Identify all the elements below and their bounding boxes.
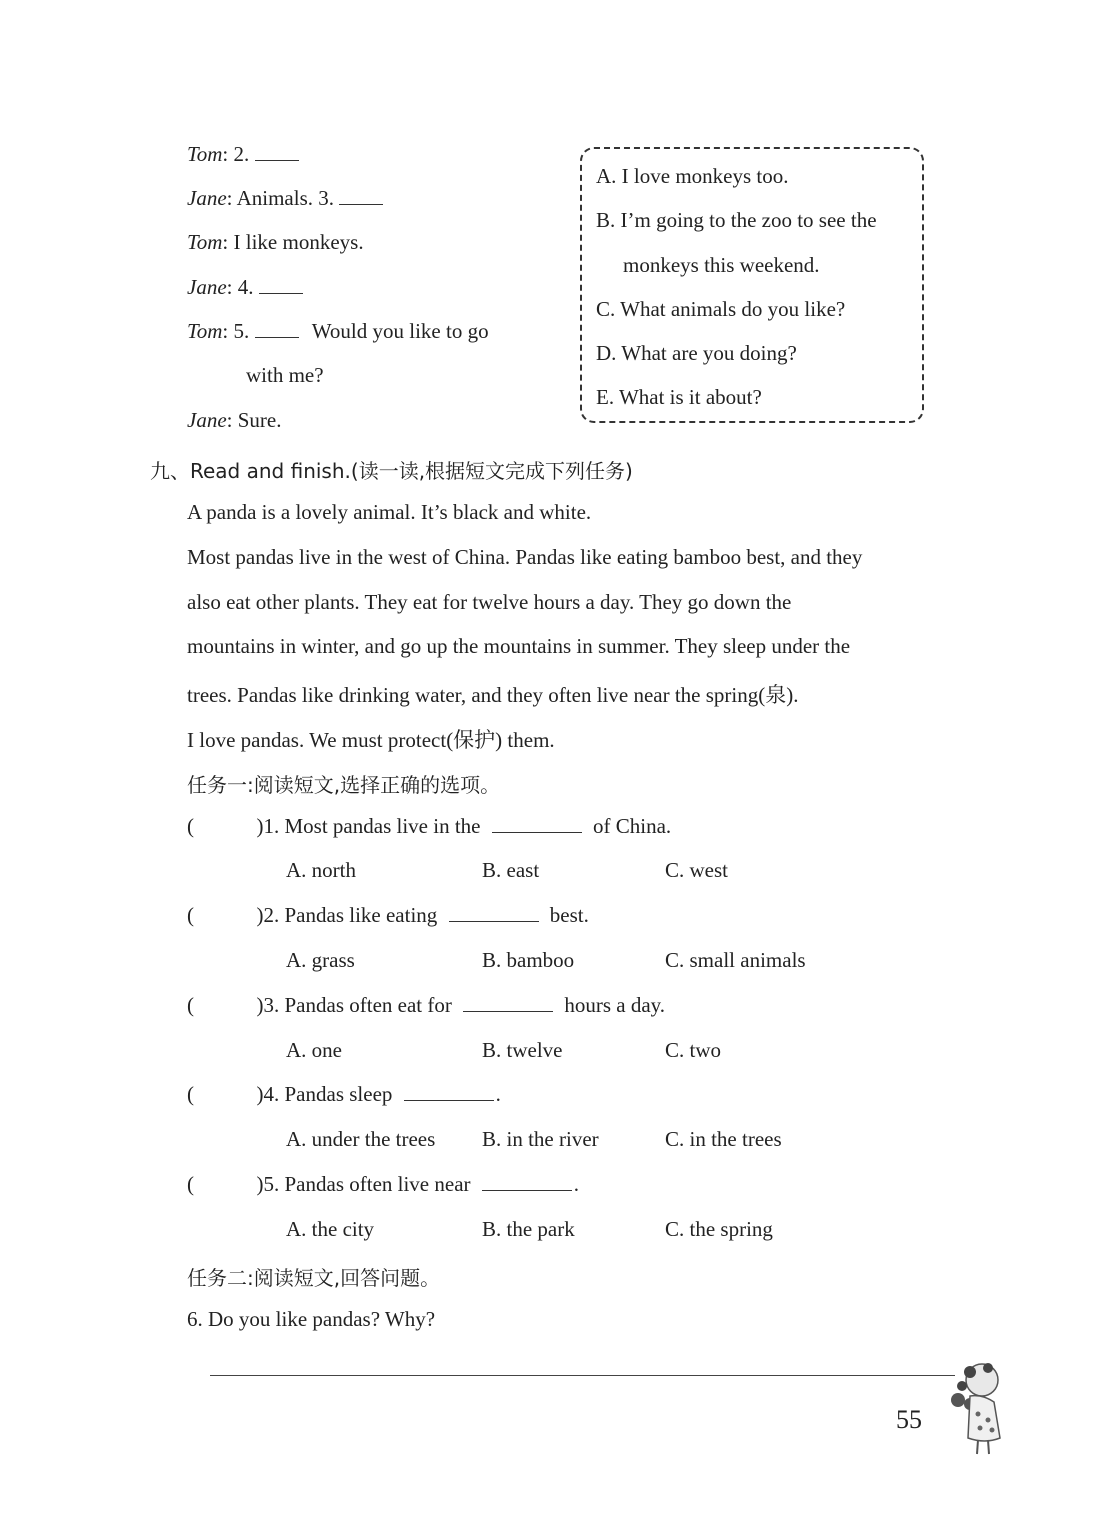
option-c: C. small animals (665, 948, 806, 972)
question-text: 2. Pandas like eating (263, 903, 438, 927)
line-text: 5. (233, 319, 255, 343)
question-row (187, 1172, 579, 1197)
colon: : (222, 142, 229, 166)
passage-line: also eat other plants. They eat for twelve hours a day. They go down the (187, 590, 792, 614)
line-text: Animals. 3. (236, 186, 340, 210)
dialogue-line (187, 142, 299, 167)
dialogue-line (187, 319, 489, 344)
paren-open: ( (187, 814, 194, 838)
option-b: B. twelve (482, 1038, 563, 1062)
page-number: 55 (896, 1405, 922, 1434)
paren-close: ) (256, 814, 264, 838)
speaker: Jane (187, 186, 227, 210)
option-c: C. two (665, 1038, 722, 1062)
section-heading (150, 455, 633, 484)
option-item: A. I love monkeys too. (596, 164, 789, 188)
question-row (187, 903, 589, 928)
paren-close: ) (256, 993, 264, 1017)
line-text: with me? (246, 363, 324, 387)
dialogue-line (187, 408, 282, 433)
option-item: D. What are you doing? (596, 341, 797, 365)
option-c: C. in the trees (665, 1127, 782, 1151)
speaker: Jane (187, 275, 227, 299)
option-a: A. under the trees (286, 1127, 436, 1151)
colon: : (222, 230, 229, 254)
question-row (187, 1082, 501, 1107)
question-text-after: . (573, 1172, 580, 1196)
option-c: C. the spring (665, 1217, 773, 1241)
task1-title: 任务一:阅读短文,选择正确的选项。 (187, 773, 501, 797)
colon: : (226, 275, 233, 299)
answer-blank[interactable] (339, 186, 383, 205)
option-item: B. I’m going to the zoo to see the (596, 208, 877, 232)
line-text-after: Would you like to go (311, 319, 489, 343)
question-text: 5. Pandas often live near (263, 1172, 471, 1196)
dialogue-line (187, 275, 303, 300)
question-text-after: best. (549, 903, 589, 927)
question-blank[interactable] (492, 814, 582, 833)
question-blank[interactable] (482, 1172, 572, 1191)
section-title-cn: (读一读,根据短文完成下列任务) (350, 459, 633, 483)
option-a: A. north (286, 858, 356, 882)
question-text: 1. Most pandas live in the (263, 814, 481, 838)
question-blank[interactable] (463, 993, 553, 1012)
option-b: B. in the river (482, 1127, 599, 1151)
speaker: Tom (187, 142, 223, 166)
question-blank[interactable] (449, 903, 539, 922)
line-text: Sure. (237, 408, 282, 432)
paren-close: ) (256, 1172, 264, 1196)
option-b: B. east (482, 858, 540, 882)
dialogue-line (246, 363, 324, 388)
paren-open: ( (187, 1082, 194, 1106)
question-text-after: of China. (592, 814, 672, 838)
question-text: 4. Pandas sleep (263, 1082, 393, 1106)
section-number: 九、 (150, 459, 190, 483)
question-6: 6. Do you like pandas? Why? (187, 1307, 436, 1331)
footer-rule (210, 1375, 955, 1376)
task2-title: 任务二:阅读短文,回答问题。 (187, 1266, 441, 1290)
speaker: Jane (187, 408, 227, 432)
dialogue-line (187, 186, 383, 211)
paren-close: ) (256, 1082, 264, 1106)
passage-line: mountains in winter, and go up the mountains in summer. They sleep under the (187, 634, 851, 658)
question-text: 3. Pandas often eat for (263, 993, 452, 1017)
paren-close: ) (256, 903, 264, 927)
speaker: Tom (187, 319, 223, 343)
girl-illustration-icon (940, 1358, 1015, 1458)
answer-blank[interactable] (255, 142, 299, 161)
option-item: C. What animals do you like? (596, 297, 846, 321)
question-row (187, 814, 671, 839)
colon: : (222, 319, 229, 343)
line-text: I like monkeys. (233, 230, 364, 254)
option-a: A. the city (286, 1217, 375, 1241)
section-title-en: Read and finish. (190, 459, 351, 483)
dialogue-line (187, 230, 364, 255)
paren-open: ( (187, 1172, 194, 1196)
colon: : (226, 408, 233, 432)
option-b: B. the park (482, 1217, 575, 1241)
option-c: C. west (665, 858, 728, 882)
option-a: A. grass (286, 948, 355, 972)
paren-open: ( (187, 993, 194, 1017)
passage-line: I love pandas. We must protect(保护) them. (187, 728, 555, 752)
colon: : (226, 186, 233, 210)
option-b: B. bamboo (482, 948, 575, 972)
option-a: A. one (286, 1038, 342, 1062)
speaker: Tom (187, 230, 223, 254)
line-text: 2. (233, 142, 255, 166)
question-row (187, 993, 665, 1018)
passage-line: Most pandas live in the west of China. Pandas like eating bamboo best, and they (187, 545, 863, 569)
passage-line: trees. Pandas like drinking water, and they often live near the spring(泉). (187, 683, 799, 707)
option-item: monkeys this weekend. (623, 253, 820, 277)
question-text-after: . (495, 1082, 501, 1106)
answer-blank[interactable] (255, 319, 299, 338)
question-blank[interactable] (404, 1082, 494, 1101)
option-item: E. What is it about? (596, 385, 762, 409)
question-text-after: hours a day. (564, 993, 666, 1017)
line-text: 4. (237, 275, 259, 299)
answer-blank[interactable] (259, 275, 303, 294)
passage-line: A panda is a lovely animal. It’s black and white. (187, 500, 592, 524)
paren-open: ( (187, 903, 194, 927)
